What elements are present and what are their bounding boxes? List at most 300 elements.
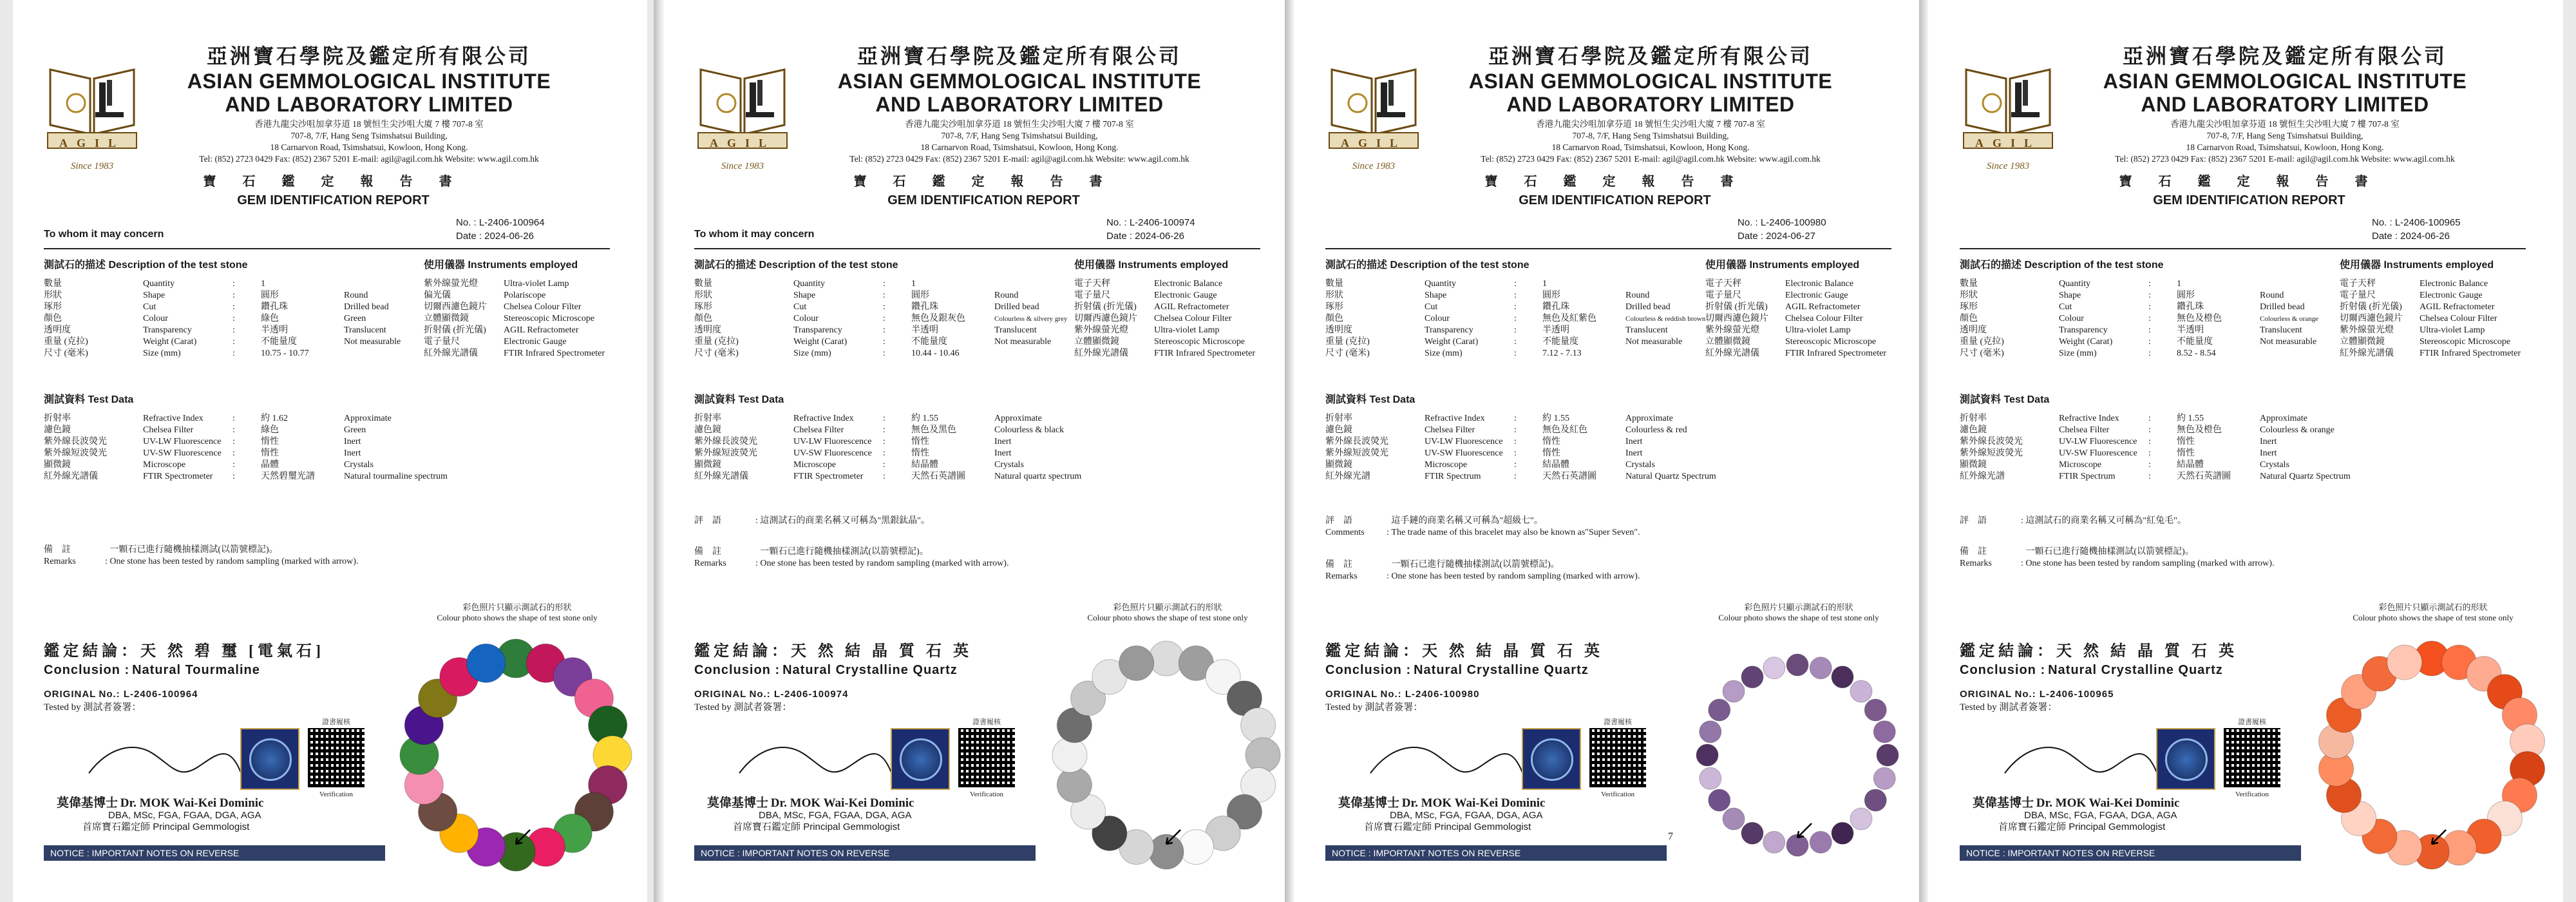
table-cell: 天然石英譜圖 [1542, 472, 1596, 481]
table-row [1960, 325, 2321, 336]
table-cell: 紅外線光譜儀 [424, 349, 478, 358]
bead [1241, 708, 1276, 743]
bead [1873, 767, 1895, 789]
table-cell: : [1514, 325, 1517, 335]
table-cell: 折射率 [694, 414, 721, 423]
table-cell: FTIR Infrared Spectrometer [1785, 349, 1887, 358]
table-cell: 紅外線光譜儀 [694, 472, 748, 481]
remarks-label-en: Remarks [1325, 571, 1358, 581]
report-title-zh: 寶 石 鑑 定 報 告 書 [853, 175, 1114, 189]
table-cell: : [883, 279, 886, 289]
seal-emblem-icon [249, 738, 292, 781]
table-row [424, 290, 607, 302]
table-cell: Ultra-violet Lamp [1785, 325, 1851, 335]
table-row [44, 471, 450, 483]
table-cell: Green [344, 314, 366, 323]
table-cell: Approximate [994, 414, 1042, 423]
table-cell: Colourless & black [994, 425, 1065, 435]
signer-name-zh: 莫偉基博士 [1973, 796, 2034, 810]
table-row [44, 413, 450, 425]
report-number: No. : L-2406-100965 [2372, 217, 2461, 228]
page-mark: 7 [1668, 831, 1673, 842]
section-description [1960, 256, 2164, 271]
section-zh: 使用儀器 [424, 260, 466, 271]
table-row [694, 290, 1070, 302]
bead [1052, 738, 1087, 772]
remarks-en: One stone has been tested by random sampling (marked with arrow). [1391, 571, 1640, 581]
table-cell: Crystals [994, 460, 1024, 470]
conclusion-zh: 天 然 結 晶 質 石 英 [1422, 643, 1604, 660]
remarks-label-zh: 備 註 [1960, 547, 1987, 557]
table-row [694, 348, 1070, 360]
certificate-page [1294, 0, 1929, 902]
table-cell: 惰性 [1542, 448, 1560, 458]
table-cell: : [1514, 414, 1517, 423]
table-cell: 紫外線螢光燈 [1074, 325, 1128, 335]
section-en: Instruments employed [468, 260, 578, 271]
table-cell: : [883, 291, 886, 300]
report-number-date [1738, 216, 1826, 243]
table-row [1074, 302, 1258, 313]
table-cell: 紫外線短波熒光 [694, 448, 757, 458]
institute-block [144, 40, 594, 165]
table-cell: 切爾西濾色鏡片 [1074, 314, 1137, 323]
table-cell: Refractive Index [143, 414, 204, 423]
table-cell [1625, 348, 1708, 360]
table-cell: Shape [143, 291, 166, 300]
table-row [1325, 436, 1719, 448]
conclusion-en: Natural Crystalline Quartz [2048, 663, 2223, 677]
table-cell: : [1514, 302, 1517, 312]
verification-qr-code[interactable] [958, 718, 1015, 798]
table-cell: Round [2260, 291, 2284, 300]
signature-mark [1998, 734, 2166, 792]
original-block [694, 688, 848, 714]
verification-label: Verification [958, 791, 1015, 798]
bead [1696, 744, 1718, 766]
table-row [1325, 278, 1708, 290]
section-instruments [1705, 256, 1859, 271]
table-cell: 立體顯微鏡 [1074, 337, 1119, 347]
section-zh: 測試資料 [44, 394, 86, 405]
remarks-en: One stone has been tested by random sampling (marked with arrow). [760, 559, 1009, 568]
institute-name-en-1: ASIAN GEMMOLOGICAL INSTITUTE [2103, 70, 2467, 93]
signer-name-line [57, 798, 366, 810]
table-cell: 結晶體 [911, 460, 938, 470]
table-cell: 1 [1542, 279, 1547, 289]
conclusion-zh-line [694, 638, 972, 660]
section-test-data [1325, 391, 1415, 406]
section-instruments [2340, 256, 2494, 271]
table-row [1074, 348, 1258, 360]
table-row [2340, 290, 2523, 302]
table-cell: Inert [994, 437, 1012, 446]
table-cell: 折射儀 (折光儀) [1705, 302, 1768, 312]
table-cell: UV-LW Fluorescence [2059, 437, 2137, 446]
table-row [44, 436, 450, 448]
table-cell: 立體顯微鏡 [2340, 337, 2385, 347]
table-cell: : [883, 302, 886, 312]
original-line [44, 688, 198, 701]
notice-bar: NOTICE : IMPORTANT NOTES ON REVERSE [1325, 845, 1667, 861]
verification-qr-code[interactable] [308, 718, 365, 798]
bead [1700, 767, 1721, 789]
table-cell: Translucent [1625, 325, 1668, 335]
table-cell: : [232, 460, 235, 470]
description-table [1960, 278, 2321, 360]
bead [1810, 831, 1832, 853]
institute-name-en-1: ASIAN GEMMOLOGICAL INSTITUTE [187, 70, 551, 93]
remarks: 備 註 Remarks : 一顆石已進行隨機抽樣測試(以箭號標記)。 One stone has been tested by random sampling (marked with arrow). [1960, 547, 2275, 568]
table-cell: Not measurable [344, 337, 401, 347]
table-cell: Translucent [994, 325, 1037, 335]
table-cell: Chelsea Filter [143, 425, 194, 435]
tested-by: Tested by 測試者簽署： [694, 702, 792, 713]
signer-title-en: Principal Gemmologist [803, 821, 900, 832]
table-cell: Size (mm) [1425, 349, 1463, 358]
table-cell: 紫外線螢光燈 [1705, 325, 1759, 335]
original-label: ORIGINAL [1325, 689, 1378, 700]
table-cell: FTIR Spectrometer [793, 472, 864, 481]
table-cell: 惰性 [261, 437, 279, 446]
table-row [1325, 336, 1708, 348]
signer-title-en: Principal Gemmologist [2069, 821, 2166, 832]
table-cell: Weight (Carat) [143, 337, 197, 347]
section-zh: 測試資料 [1960, 394, 2002, 405]
table-cell: Cut [793, 302, 807, 312]
section-test-data [1960, 391, 2049, 406]
certificate-page [1929, 0, 2563, 902]
remarks-zh: 一顆石已進行隨機抽樣測試(以箭號標記)。 [1391, 560, 1560, 570]
table-cell: : [1514, 425, 1517, 435]
comments-label-en: Comments [1325, 528, 1365, 537]
table-cell: 折射儀 (折光儀) [424, 325, 486, 335]
table-cell: 濾色鏡 [694, 425, 721, 435]
table-cell: 琢形 [1325, 302, 1343, 312]
table-cell: 結晶體 [2177, 460, 2204, 470]
table-cell: Chelsea Filter [793, 425, 844, 435]
table-cell: 紅外線光譜 [1325, 472, 1370, 481]
test-data-table [694, 413, 1084, 483]
section-description [1325, 256, 1530, 271]
original-block [44, 688, 198, 714]
bead [1763, 831, 1785, 853]
table-cell: 無色及黑色 [911, 425, 956, 435]
table-row [44, 425, 450, 436]
table-cell: : [232, 437, 235, 446]
conclusion [1325, 638, 1604, 678]
table-row [1960, 471, 2353, 483]
address-line: 18 Carnarvon Road, Tsimshatsui, Kowloon, Hong Kong. [920, 142, 1119, 152]
table-cell: 琢形 [44, 302, 62, 312]
table-cell: 重量 (克拉) [694, 337, 739, 347]
table-cell: 立體顯微鏡 [424, 314, 469, 323]
description-table [1325, 278, 1708, 360]
agil-logo [1960, 57, 2056, 179]
table-cell: FTIR Spectrum [1425, 472, 1481, 481]
table-cell: Colourless & orange [2260, 425, 2334, 435]
table-cell: 折射儀 (折光儀) [2340, 302, 2402, 312]
table-cell: Round [994, 291, 1019, 300]
table-cell: Not measurable [2260, 337, 2317, 347]
verification-qr-code[interactable] [2224, 718, 2280, 798]
table-cell: : [883, 337, 886, 347]
comments-label [1325, 515, 1387, 539]
section-en: Description of the test stone [108, 260, 248, 271]
institute-block [1425, 40, 1876, 165]
conclusion-en-line [694, 663, 972, 678]
to-whom: To whom it may concern [44, 229, 164, 240]
table-cell: Drilled bead [1625, 302, 1671, 312]
table-cell [994, 278, 1070, 290]
table-cell: Transparency [793, 325, 842, 335]
agil-logo [694, 57, 791, 179]
comments-zh: 這手鏈的商業名稱又可稱為"超級七"。 [1391, 516, 1543, 526]
table-cell: 尺寸 (毫米) [1960, 349, 2004, 358]
table-cell: : [883, 472, 886, 481]
original-label: ORIGINAL [694, 689, 747, 700]
instruments-table [2340, 278, 2523, 360]
institute-block [794, 40, 1245, 165]
table-cell: Colour [793, 314, 819, 323]
table-cell: UV-SW Fluorescence [1425, 448, 1503, 458]
table-cell: AGIL Refractometer [504, 325, 579, 335]
bead [1832, 822, 1853, 844]
test-data-table [44, 413, 450, 483]
remarks-label-zh: 備 註 [694, 547, 721, 557]
table-cell: 顏色 [1325, 314, 1343, 323]
bead [1700, 721, 1721, 743]
divider [44, 248, 610, 249]
bead [1832, 666, 1853, 688]
table-cell: UV-LW Fluorescence [1425, 437, 1503, 446]
verification-label: Verification [2224, 791, 2280, 798]
table-cell [2260, 348, 2321, 360]
table-cell: Inert [2260, 448, 2277, 458]
table-cell: Microscope [2059, 460, 2102, 470]
table-cell: : [232, 291, 235, 300]
table-cell: 電子天秤 [2340, 279, 2376, 289]
comments: 評 語 Comments : 這手鏈的商業名稱又可稱為"超級七"。 The trade name of this bracelet may also be known as"Super Seven". [1325, 515, 1738, 539]
photo-caption-en: Colour photo shows the shape of test stone only [437, 613, 598, 622]
remarks-en: One stone has been tested by random sampling (marked with arrow). [2025, 559, 2275, 568]
section-instruments [424, 256, 578, 271]
bead [1864, 789, 1886, 811]
table-row [424, 278, 607, 290]
signer-block [707, 798, 1016, 833]
institute-name-en-1: ASIAN GEMMOLOGICAL INSTITUTE [837, 70, 1202, 93]
signer-title [1338, 821, 1647, 833]
table-cell: FTIR Infrared Spectrometer [504, 349, 605, 358]
photo-caption [401, 602, 633, 623]
remarks: 備 註 Remarks : 一顆石已進行隨機抽樣測試(以箭號標記)。 One stone has been tested by random sampling (marked with arrow). [694, 547, 1009, 568]
table-row [44, 325, 403, 336]
table-cell: : [1514, 349, 1517, 358]
table-cell [344, 348, 403, 360]
table-cell: : [232, 349, 235, 358]
page-edge [1285, 0, 1294, 902]
report-title-en: GEM IDENTIFICATION REPORT [1519, 193, 1711, 207]
table-cell: : [232, 414, 235, 423]
table-cell: : [1514, 448, 1517, 458]
table-cell: : [2148, 279, 2151, 289]
conclusion-zh-line [1960, 638, 2238, 660]
table-cell: 電子量尺 [1705, 291, 1741, 300]
table-cell: Electronic Gauge [1785, 291, 1848, 300]
table-cell: Inert [2260, 437, 2277, 446]
verification-seal [2156, 728, 2215, 790]
table-row [424, 302, 607, 313]
conclusion-label-zh: 鑑定結論： [1960, 643, 2056, 660]
institute-name-zh: 亞洲寶石學院及鑑定所有限公司 [1488, 44, 1813, 68]
table-cell: 約 1.55 [911, 414, 938, 423]
table-row [694, 413, 1084, 425]
table-row [1960, 313, 2321, 325]
institute-name-zh: 亞洲寶石學院及鑑定所有限公司 [2122, 44, 2447, 68]
table-cell: Size (mm) [793, 349, 831, 358]
table-cell: 半透明 [261, 325, 288, 335]
signer-title-zh: 首席寶石鑑定師 [733, 821, 801, 832]
original-number: No.: L-2406-100965 [2014, 689, 2114, 700]
table-cell: Chelsea Filter [2059, 425, 2110, 435]
address-line: 707-8, 7/F, Hang Seng Tsimshatsui Building, [2206, 131, 2363, 140]
conclusion-en-line [1960, 663, 2238, 678]
table-cell: Refractive Index [2059, 414, 2119, 423]
comments-text [2025, 515, 2347, 527]
table-cell: : [1514, 279, 1517, 289]
remarks-label [1325, 559, 1387, 582]
table-row [1325, 302, 1708, 313]
table-row [44, 278, 403, 290]
bead [1864, 699, 1886, 721]
table-cell: : [883, 325, 886, 335]
table-cell: Weight (Carat) [2059, 337, 2113, 347]
remarks-label [44, 544, 105, 568]
table-cell: AGIL Refractometer [1785, 302, 1861, 312]
conclusion [1960, 638, 2238, 678]
table-cell: Refractive Index [1425, 414, 1485, 423]
table-cell: FTIR Infrared Spectrometer [1154, 349, 1256, 358]
table-cell: Drilled bead [994, 302, 1039, 312]
table-cell: Transparency [143, 325, 192, 335]
conclusion-en: Natural Tourmaline [132, 663, 260, 677]
original-line [1325, 688, 1479, 701]
table-cell: 惰性 [911, 448, 929, 458]
bead [2387, 645, 2422, 680]
bead [1723, 680, 1745, 702]
table-cell: : [232, 425, 235, 435]
table-cell: 約 1.55 [1542, 414, 1569, 423]
certificate-page [13, 0, 647, 902]
table-cell: UV-SW Fluorescence [143, 448, 222, 458]
table-cell: Chelsea Colour Filter [1785, 314, 1863, 323]
remarks-label-zh: 備 註 [1325, 560, 1352, 570]
institute-name-en-2: AND LABORATORY LIMITED [1506, 93, 1795, 116]
institute-address [794, 119, 1245, 165]
table-cell: UV-SW Fluorescence [2059, 448, 2137, 458]
table-cell: Colourless & red [1625, 425, 1687, 435]
table-cell: Natural quartz spectrum [994, 472, 1082, 481]
bead [1119, 646, 1154, 680]
table-cell: : [2148, 302, 2151, 312]
table-cell: 重量 (克拉) [1960, 337, 2004, 347]
table-row [1705, 290, 1889, 302]
comments-zh: 這測試石的商業名稱又可稱為"紅兔毛"。 [2025, 516, 2186, 526]
table-cell: 惰性 [911, 437, 929, 446]
table-cell: Drilled bead [2260, 302, 2305, 312]
table-row [1325, 471, 1719, 483]
table-cell: 尺寸 (毫米) [1325, 349, 1370, 358]
description-table [44, 278, 403, 360]
table-cell: 不能量度 [911, 337, 947, 347]
signer-name-en: Dr. MOK Wai-Kei Dominic [1401, 796, 1546, 810]
section-zh: 使用儀器 [2340, 260, 2382, 271]
table-cell: : [883, 460, 886, 470]
page-edge [1919, 0, 1928, 902]
table-row [694, 336, 1070, 348]
comments-label [1960, 515, 2021, 527]
photo-caption-en: Colour photo shows the shape of test stone only [2353, 613, 2514, 622]
table-row [694, 278, 1070, 290]
table-cell: : [883, 437, 886, 446]
table-cell: 偏光儀 [424, 291, 451, 300]
table-cell: : [1514, 314, 1517, 323]
agil-logo [44, 57, 140, 179]
table-cell: Crystals [344, 460, 374, 470]
table-row [1325, 459, 1719, 471]
signer-quals: DBA, MSc, FGA, FGAA, DGA, AGA [1390, 810, 1543, 821]
table-cell [2260, 278, 2321, 290]
table-cell: 數量 [44, 279, 62, 289]
table-cell: 琢形 [694, 302, 712, 312]
table-cell: : [883, 425, 886, 435]
test-data-table [1960, 413, 2353, 483]
table-cell: 圓形 [2177, 291, 2195, 300]
table-cell: 紫外線短波熒光 [1960, 448, 2023, 458]
table-row [1325, 413, 1719, 425]
verification-qr-code[interactable] [1589, 718, 1646, 798]
photo-caption-zh: 彩色照片只顯示測試石的形狀 [1113, 602, 1222, 612]
report-title [694, 171, 1273, 208]
table-row [1960, 348, 2321, 360]
institute-address [2060, 119, 2510, 165]
table-cell: Colourless & silvery grey [994, 315, 1068, 323]
report-title-zh: 寶 石 鑑 定 報 告 書 [1484, 175, 1745, 189]
signer-quals: DBA, MSc, FGA, FGAA, DGA, AGA [108, 810, 261, 821]
table-cell: Green [344, 425, 366, 435]
table-cell: Crystals [2260, 460, 2289, 470]
table-row [2340, 302, 2523, 313]
table-cell: Quantity [793, 279, 825, 289]
remarks-text [109, 544, 358, 568]
address-line: 香港九龍尖沙咀加拿芬道 18 號恒生尖沙咀大廈 7 樓 707-8 室 [1536, 119, 1765, 129]
table-cell: Crystals [1625, 460, 1655, 470]
table-cell: Not measurable [994, 337, 1052, 347]
table-cell: 紅外線光譜儀 [1705, 349, 1759, 358]
table-row [1960, 278, 2321, 290]
table-cell: 不能量度 [2177, 337, 2213, 347]
logo-letters: AGIL [1975, 137, 2041, 149]
remarks-zh: 一顆石已進行隨機抽樣測試(以箭號標記)。 [2025, 547, 2194, 557]
table-row [1705, 348, 1889, 360]
table-cell: 鑽孔珠 [911, 302, 938, 312]
table-cell: 無色及橙色 [2177, 425, 2222, 435]
report-number-date [1106, 216, 1195, 243]
table-cell: 紫外線長波熒光 [694, 437, 757, 446]
bead [1245, 738, 1280, 772]
comments-text [1391, 515, 1713, 539]
table-cell: 無色及銀灰色 [911, 314, 965, 323]
